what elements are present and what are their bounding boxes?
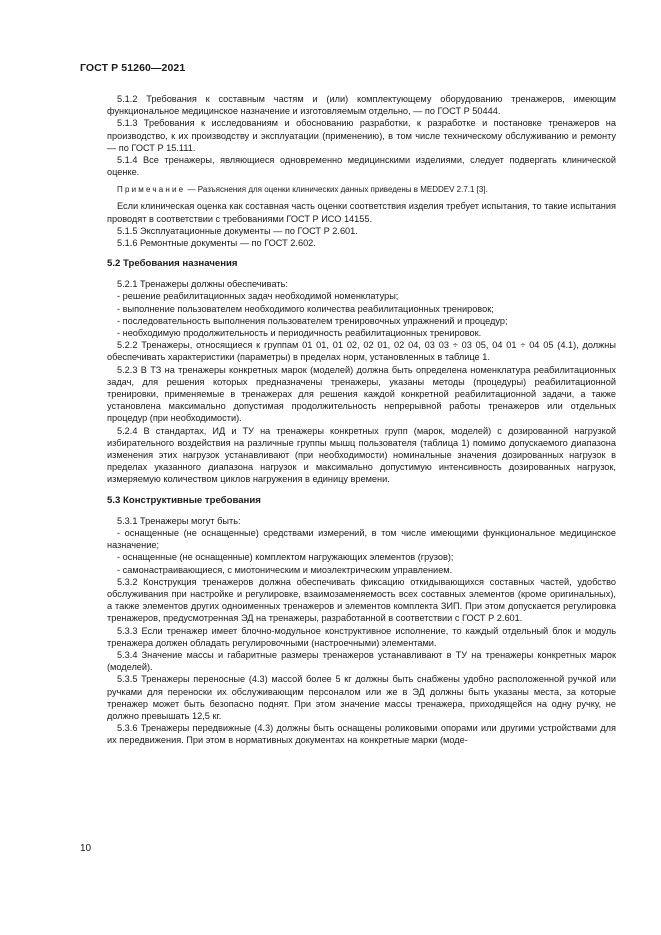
- paragraph-5-3-6: 5.3.6 Тренажеры передвижные (4.3) должны быть оснащены роликовыми опорами или другими устройствами для их передвижения. При этом в нормативных документах на конкретные марки (моде-: [107, 723, 616, 746]
- list-item: - самонастраивающиеся, с миотоническим и миоэлектрическим управлением.: [107, 564, 616, 576]
- paragraph-5-2-1: 5.2.1 Тренажеры должны обеспечивать:: [117, 279, 288, 290]
- paragraph-5-3-4: 5.3.4 Значение массы и габаритные размеры тренажеров устанавливают в ТУ на тренажеры конкретных марок (моделей).: [107, 649, 616, 673]
- page-number: 10: [80, 843, 92, 854]
- paragraph-5-1-5: 5.1.5 Эксплуатационные документы — по ГОСТ Р 2.601.: [117, 225, 358, 236]
- paragraph-5-3-3: 5.3.3 Если тренажер имеет блочно-модульное конструктивное исполнение, то каждый отдельный блок и модуль тренажера должен обладать регулировочными (настроечными) элементами.: [107, 625, 616, 648]
- list-item: - решение реабилитационных задач необходимой номенклатуры;: [107, 290, 616, 302]
- paragraph-5-3-2: 5.3.2 Конструкция тренажеров должна обеспечивать фиксацию откидывающихся составных частей, удобство обслуживания при настройке и регулировке, взаимозаменяемость всех составных элементов (кроме оригинальных), а также элементов других одноименных тренажеров и элементов комплекта ЗИП. При этом допускается регулировка тренажеров, предусмотренная ЭД на тренажеры, разработанной в соответствии с ГОСТ Р 2.601.: [107, 576, 616, 624]
- list-item: - выполнение пользователем необходимого количества реабилитационных тренировок;: [107, 303, 616, 315]
- list-item: - последовательность выполнения пользователем тренировочных упражнений и процедур;: [107, 315, 616, 327]
- list-5-2-1: [107, 290, 616, 339]
- standard-header: ГОСТ Р 51260—2021: [80, 62, 186, 74]
- list-item: - оснащенные (не оснащенные) комплектом нагружающих элементов (грузов);: [107, 551, 616, 563]
- paragraph-5-1-4-continued: Если клиническая оценка как составная часть оценки соответствия изделия требует испытания, то такие испытания проводят в соответствии с требованиями ГОСТ Р ИСО 14155.: [107, 201, 616, 224]
- paragraph-5-2-4: 5.2.4 В стандартах, ИД и ТУ на тренажеры конкретных групп (марок, моделей) с дозированной нагрузкой избирательного воздействия на различные группы мышц пользователя (таблица 1) помимо допускаемого диапазона изменения этих нагрузок устанавливают (при необходимости) номинальные значения дозированных нагрузок в пределах указанного диапазона нагрузок и максимально допустимую интенсивность дозированных нагрузок, измеряемую количеством циклов нагружения в единицу времени.: [107, 425, 616, 485]
- paragraph-5-2-2: 5.2.2 Тренажеры, относящиеся к группам 01 01, 01 02, 02 01, 02 04, 03 03 ÷ 03 05, 04 01 ÷ 04 05 (4.1), должны обеспечивать характеристики (параметры) в пределах норм, установленных в таблице 1.: [107, 340, 616, 363]
- section-heading-5-3: 5.3 Конструктивные требования: [107, 494, 261, 506]
- list-item: - оснащенные (не оснащенные) средствами измерений, в том числе имеющими функциональное медицинское назначение;: [107, 527, 616, 551]
- paragraph-5-3-5: 5.3.5 Тренажеры переносные (4.3) массой более 5 кг должны быть снабжены удобно расположенной ручкой или ручками для переноски их обслуживающим персоналом или же в ЭД должны быть указаны места, за которые тренажер может быть безопасно поднят. При этом значение массы тренажера, приходящейся на одну ручку, не должно превышать 12,5 кг.: [107, 674, 616, 721]
- paragraph-5-1-6: 5.1.6 Ремонтные документы — по ГОСТ 2.602.: [117, 238, 316, 249]
- document-body: [107, 93, 616, 747]
- list-5-3-1: [107, 527, 616, 576]
- note-label: Примечание: [117, 185, 186, 195]
- paragraph-5-2-3: 5.2.3 В ТЗ на тренажеры конкретных марок (моделей) должна быть определена номенклатура реабилитационных задач, для решения которых предназначены тренажеры, указаны методы (процедуры) реабилитационной тренировки, применяемые в тренажерах для решения каждой конкретной реабилитационной задачи, а также установлена максимально допустимая продолжительность непрерывной работы тренажеров или отдельных процедур (при необходимости).: [107, 364, 616, 424]
- paragraph-5-3-1: 5.3.1 Тренажеры могут быть:: [117, 515, 241, 526]
- note-text: — Разъяснения для оценки клинических данных приведены в MEDDEV 2.7.1 [3].: [185, 185, 488, 195]
- paragraph-5-1-2: 5.1.2 Требования к составным частям и (или) комплектующему оборудованию тренажеров, имеющим функциональное медицинское назначение и изготовляемым отдельно, — по ГОСТ Р 50444.: [107, 94, 616, 117]
- note: [107, 184, 616, 195]
- list-item: - необходимую продолжительность и периодичность реабилитационных тренировок.: [107, 327, 616, 339]
- section-heading-5-2: 5.2 Требования назначения: [107, 258, 238, 270]
- paragraph-5-1-4: 5.1.4 Все тренажеры, являющиеся одновременно медицинскими изделиями, следует подвергать клинической оценке.: [107, 155, 616, 178]
- paragraph-5-1-3: 5.1.3 Требования к исследованиям и обоснованию разработки, к разработке и постановке тренажеров на производство, к их производству и эксплуатации (применению), в том числе техническому обслуживанию и ремонту — по ГОСТ Р 15.111.: [107, 118, 616, 153]
